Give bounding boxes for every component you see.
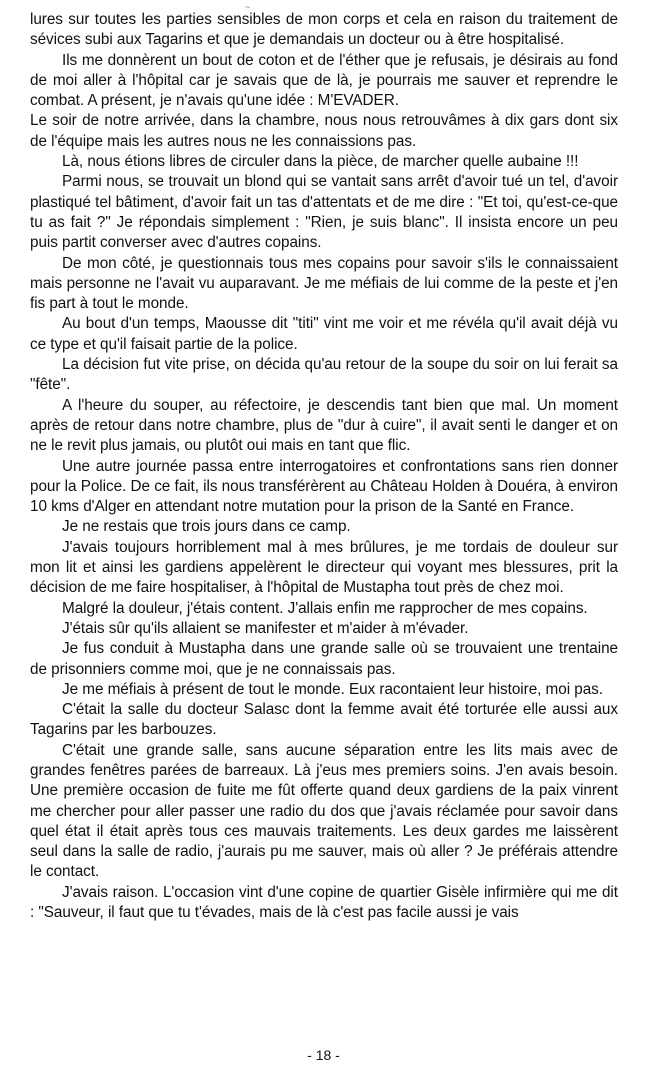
paragraph: Ils me donnèrent un bout de coton et de l'éther que je refusais, je désirais au fond de moi aller à l'hôpital car je savais que de là, je pourrais me sauver et reprendre le combat. A présent, je n'avais qu'une idée : M'EVADER. [30,51,618,110]
paragraph: Le soir de notre arrivée, dans la chambre, nous nous retrouvâmes à dix gars dont six de l'équipe mais les autres nous ne les connaissions pas. [30,112,618,150]
scan-mark: ~ [245,2,251,12]
paragraph: C'était la salle du docteur Salasc dont la femme avait été torturée elle aussi aux Tagarins par les barbouzes. [30,701,618,739]
paragraph: C'était une grande salle, sans aucune séparation entre les lits mais avec de grandes fenêtres parées de barreaux. Là j'eus mes premiers soins. J'en avais besoin. Une première occasion de fuite me fût offerte quand deux gardiens de la paix vinrent me chercher pour aller passer une radio du dos que j'avais réclamée pour savoir dans quel état il était après tous ces mauvais traitements. Les deux gardes me laissèrent seul dans la salle de radio, j'aurais pu me sauver, mais où aller ? Je préférais attendre le contact. [30,741,618,881]
page-number: - 18 - [307,1047,340,1063]
body-text [30,10,618,923]
paragraph: A l'heure du souper, au réfectoire, je descendis tant bien que mal. Un moment après de retour dans notre chambre, plus de "dur à cuire", il avait senti le danger et on ne le revit plus jamais, ou plutôt oui mais en tant que flic. [30,396,618,455]
paragraph: Au bout d'un temps, Maousse dit "titi" vint me voir et me révéla qu'il avait déjà vu ce type et qu'il faisait partie de la police. [30,315,618,353]
paragraph: La décision fut vite prise, on décida qu'au retour de la soupe du soir on lui ferait sa "fête". [30,356,618,394]
paragraph: J'avais toujours horriblement mal à mes brûlures, je me tordais de douleur sur mon lit et ainsi les gardiens appelèrent le directeur qui voyant mes blessures, prit la décision de me faire hospitaliser, à l'hôpital de Mustapha tout près de chez moi. [30,538,618,597]
paragraph: De mon côté, je questionnais tous mes copains pour savoir s'ils le connaissaient mais personne ne l'avait vu auparavant. Je me méfiais de lui comme de la peste et j'en fis part à tout le monde. [30,254,618,313]
paragraph: Là, nous étions libres de circuler dans la pièce, de marcher quelle aubaine !!! [62,153,579,171]
paragraph: Une autre journée passa entre interrogatoires et confrontations sans rien donner pour la Police. De ce fait, ils nous transférèrent au Château Holden à Douéra, à environ 10 kms d'Alger en attendant notre mutation pour la prison de la Santé en France. [30,457,618,516]
paragraph: Je me méfiais à présent de tout le monde. Eux racontaient leur histoire, moi pas. [62,680,603,698]
paragraph: Malgré la douleur, j'étais content. J'allais enfin me rapprocher de mes copains. [62,599,588,617]
paragraph: J'avais raison. L'occasion vint d'une copine de quartier Gisèle infirmière qui me dit : "Sauveur, il faut que tu t'évades, mais de là c'est pas facile aussi je vais [30,883,618,922]
paragraph: lures sur toutes les parties sensibles de mon corps et cela en raison du traitement de sévices subi aux Tagarins et que je demandais un docteur ou à être hospitalisé. [30,11,618,49]
paragraph: Je fus conduit à Mustapha dans une grande salle où se trouvaient une trentaine de prisonniers comme moi, que je ne connaissais pas. [30,640,618,678]
paragraph: J'étais sûr qu'ils allaient se manifester et m'aider à m'évader. [62,619,469,637]
paragraph: Je ne restais que trois jours dans ce camp. [62,518,351,536]
paragraph: Parmi nous, se trouvait un blond qui se vantait sans arrêt d'avoir tué un tel, d'avoir plastiqué tel bâtiment, d'avoir fait un tas d'attentats et de me dire : "Et toi, qu'est-ce-que tu as fait ?" Je répondais simplement : "Rien, je suis blanc". Il insista encore un peu puis partit converser avec d'autres copains. [30,173,618,252]
